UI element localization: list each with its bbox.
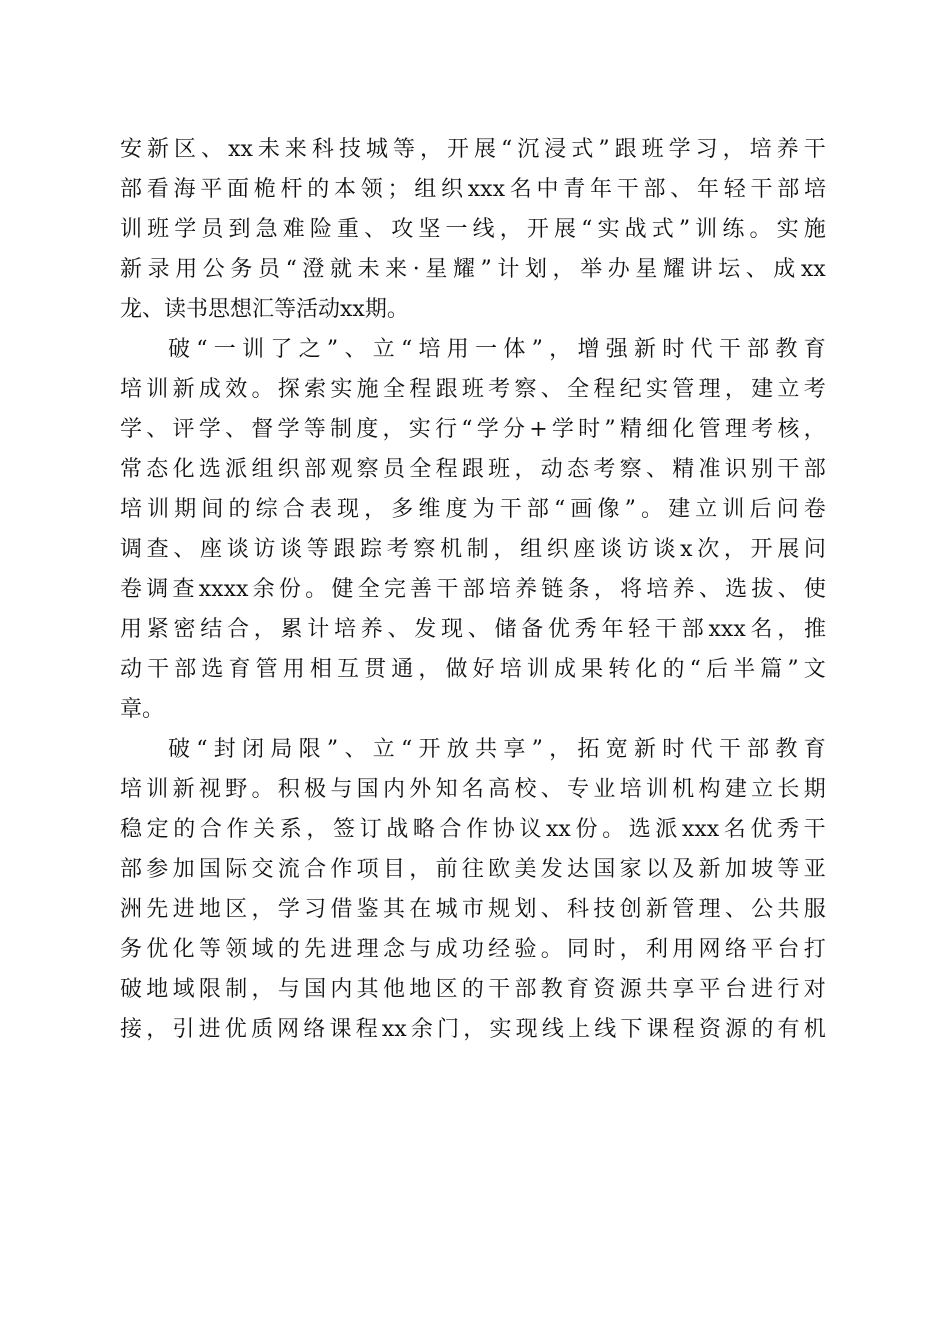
text-line: 卷 调 查 xxxx 余 份 。 健 全 完 善 干 部 培 养 链 条 ， 将 培 养 、 选 拔 、 使 <box>120 577 826 602</box>
text-line: 新 录 用 公 务 员 “ 澄 就 未 来 · 星 耀 ” 计 划 ， 举 办 星 耀 讲 坛 、 成 xx <box>120 257 826 282</box>
text-line: 动 干 部 选 育 管 用 相 互 贯 通 ， 做 好 培 训 成 果 转 化 的 “ 后 半 篇 ” 文 <box>120 657 826 682</box>
text-line: 破 “ 一 训 了 之 ” 、 立 “ 培 用 一 体 ” ， 增 强 新 时 代 干 部 教 育 <box>168 337 826 362</box>
text-line: 破 “ 封 闭 局 限 ” 、 立 “ 开 放 共 享 ” ， 拓 宽 新 时 代 干 部 教 育 <box>168 737 826 762</box>
text-line: 培 训 新 成 效 。 探 索 实 施 全 程 跟 班 考 察 、 全 程 纪 实 管 理 ， 建 立 考 <box>120 377 826 402</box>
text-line: 章。 <box>120 697 165 722</box>
text-line: 常 态 化 选 派 组 织 部 观 察 员 全 程 跟 班 ， 动 态 考 察 、 精 准 识 别 干 部 <box>120 457 826 482</box>
text-line: 部 参 加 国 际 交 流 合 作 项 目 ， 前 往 欧 美 发 达 国 家 以 及 新 加 坡 等 亚 <box>120 857 826 882</box>
text-line: 部 看 海 平 面 桅 杆 的 本 领 ； 组 织 xxx 名 中 青 年 干 部 、 年 轻 干 部 培 <box>120 177 826 202</box>
text-line: 用 紧 密 结 合 ， 累 计 培 养 、 发 现 、 储 备 优 秀 年 轻 干 部 xxx 名 ， 推 <box>120 617 826 642</box>
text-line: 务 优 化 等 领 域 的 先 进 理 念 与 成 功 经 验 。 同 时 ， 利 用 网 络 平 台 打 <box>120 937 826 962</box>
text-line: 训 班 学 员 到 急 难 险 重 、 攻 坚 一 线 ， 开 展 “ 实 战 式 ” 训 练 。 实 施 <box>120 217 826 242</box>
document-body <box>120 130 826 1050</box>
text-line: 调 查 、 座 谈 访 谈 等 跟 踪 考 察 机 制 ， 组 织 座 谈 访 谈 x 次 ， 开 展 问 <box>120 537 826 562</box>
text-line: 破 地 域 限 制 ， 与 国 内 其 他 地 区 的 干 部 教 育 资 源 共 享 平 台 进 行 对 <box>120 977 826 1002</box>
text-line: 培 训 期 间 的 综 合 表 现 ， 多 维 度 为 干 部 “ 画 像 ” 。 建 立 训 后 问 卷 <box>120 497 826 522</box>
text-line: 安 新 区 、 xx 未 来 科 技 城 等 ， 开 展 “ 沉 浸 式 ” 跟 班 学 习 ， 培 养 干 <box>120 137 826 162</box>
text-line: 洲 先 进 地 区 ， 学 习 借 鉴 其 在 城 市 规 划 、 科 技 创 新 管 理 、 公 共 服 <box>120 897 826 922</box>
paragraph-3 <box>120 730 826 1050</box>
paragraph-2 <box>120 330 826 730</box>
text-line: 龙、读书思想汇等活动xx期。 <box>120 297 409 322</box>
text-line: 接 ， 引 进 优 质 网 络 课 程 xx 余 门 ， 实 现 线 上 线 下 课 程 资 源 的 有 机 <box>120 1017 826 1042</box>
text-line: 培 训 新 视 野 。 积 极 与 国 内 外 知 名 高 校 、 专 业 培 训 机 构 建 立 长 期 <box>120 777 826 802</box>
paragraph-1 <box>120 130 826 330</box>
text-line: 稳 定 的 合 作 关 系 ， 签 订 战 略 合 作 协 议 xx 份 。 选 派 xxx 名 优 秀 干 <box>120 817 826 842</box>
text-line: 学 、 评 学 、 督 学 等 制 度 ， 实 行 “ 学 分 + 学 时 ” 精 细 化 管 理 考 核 ， <box>120 417 826 442</box>
